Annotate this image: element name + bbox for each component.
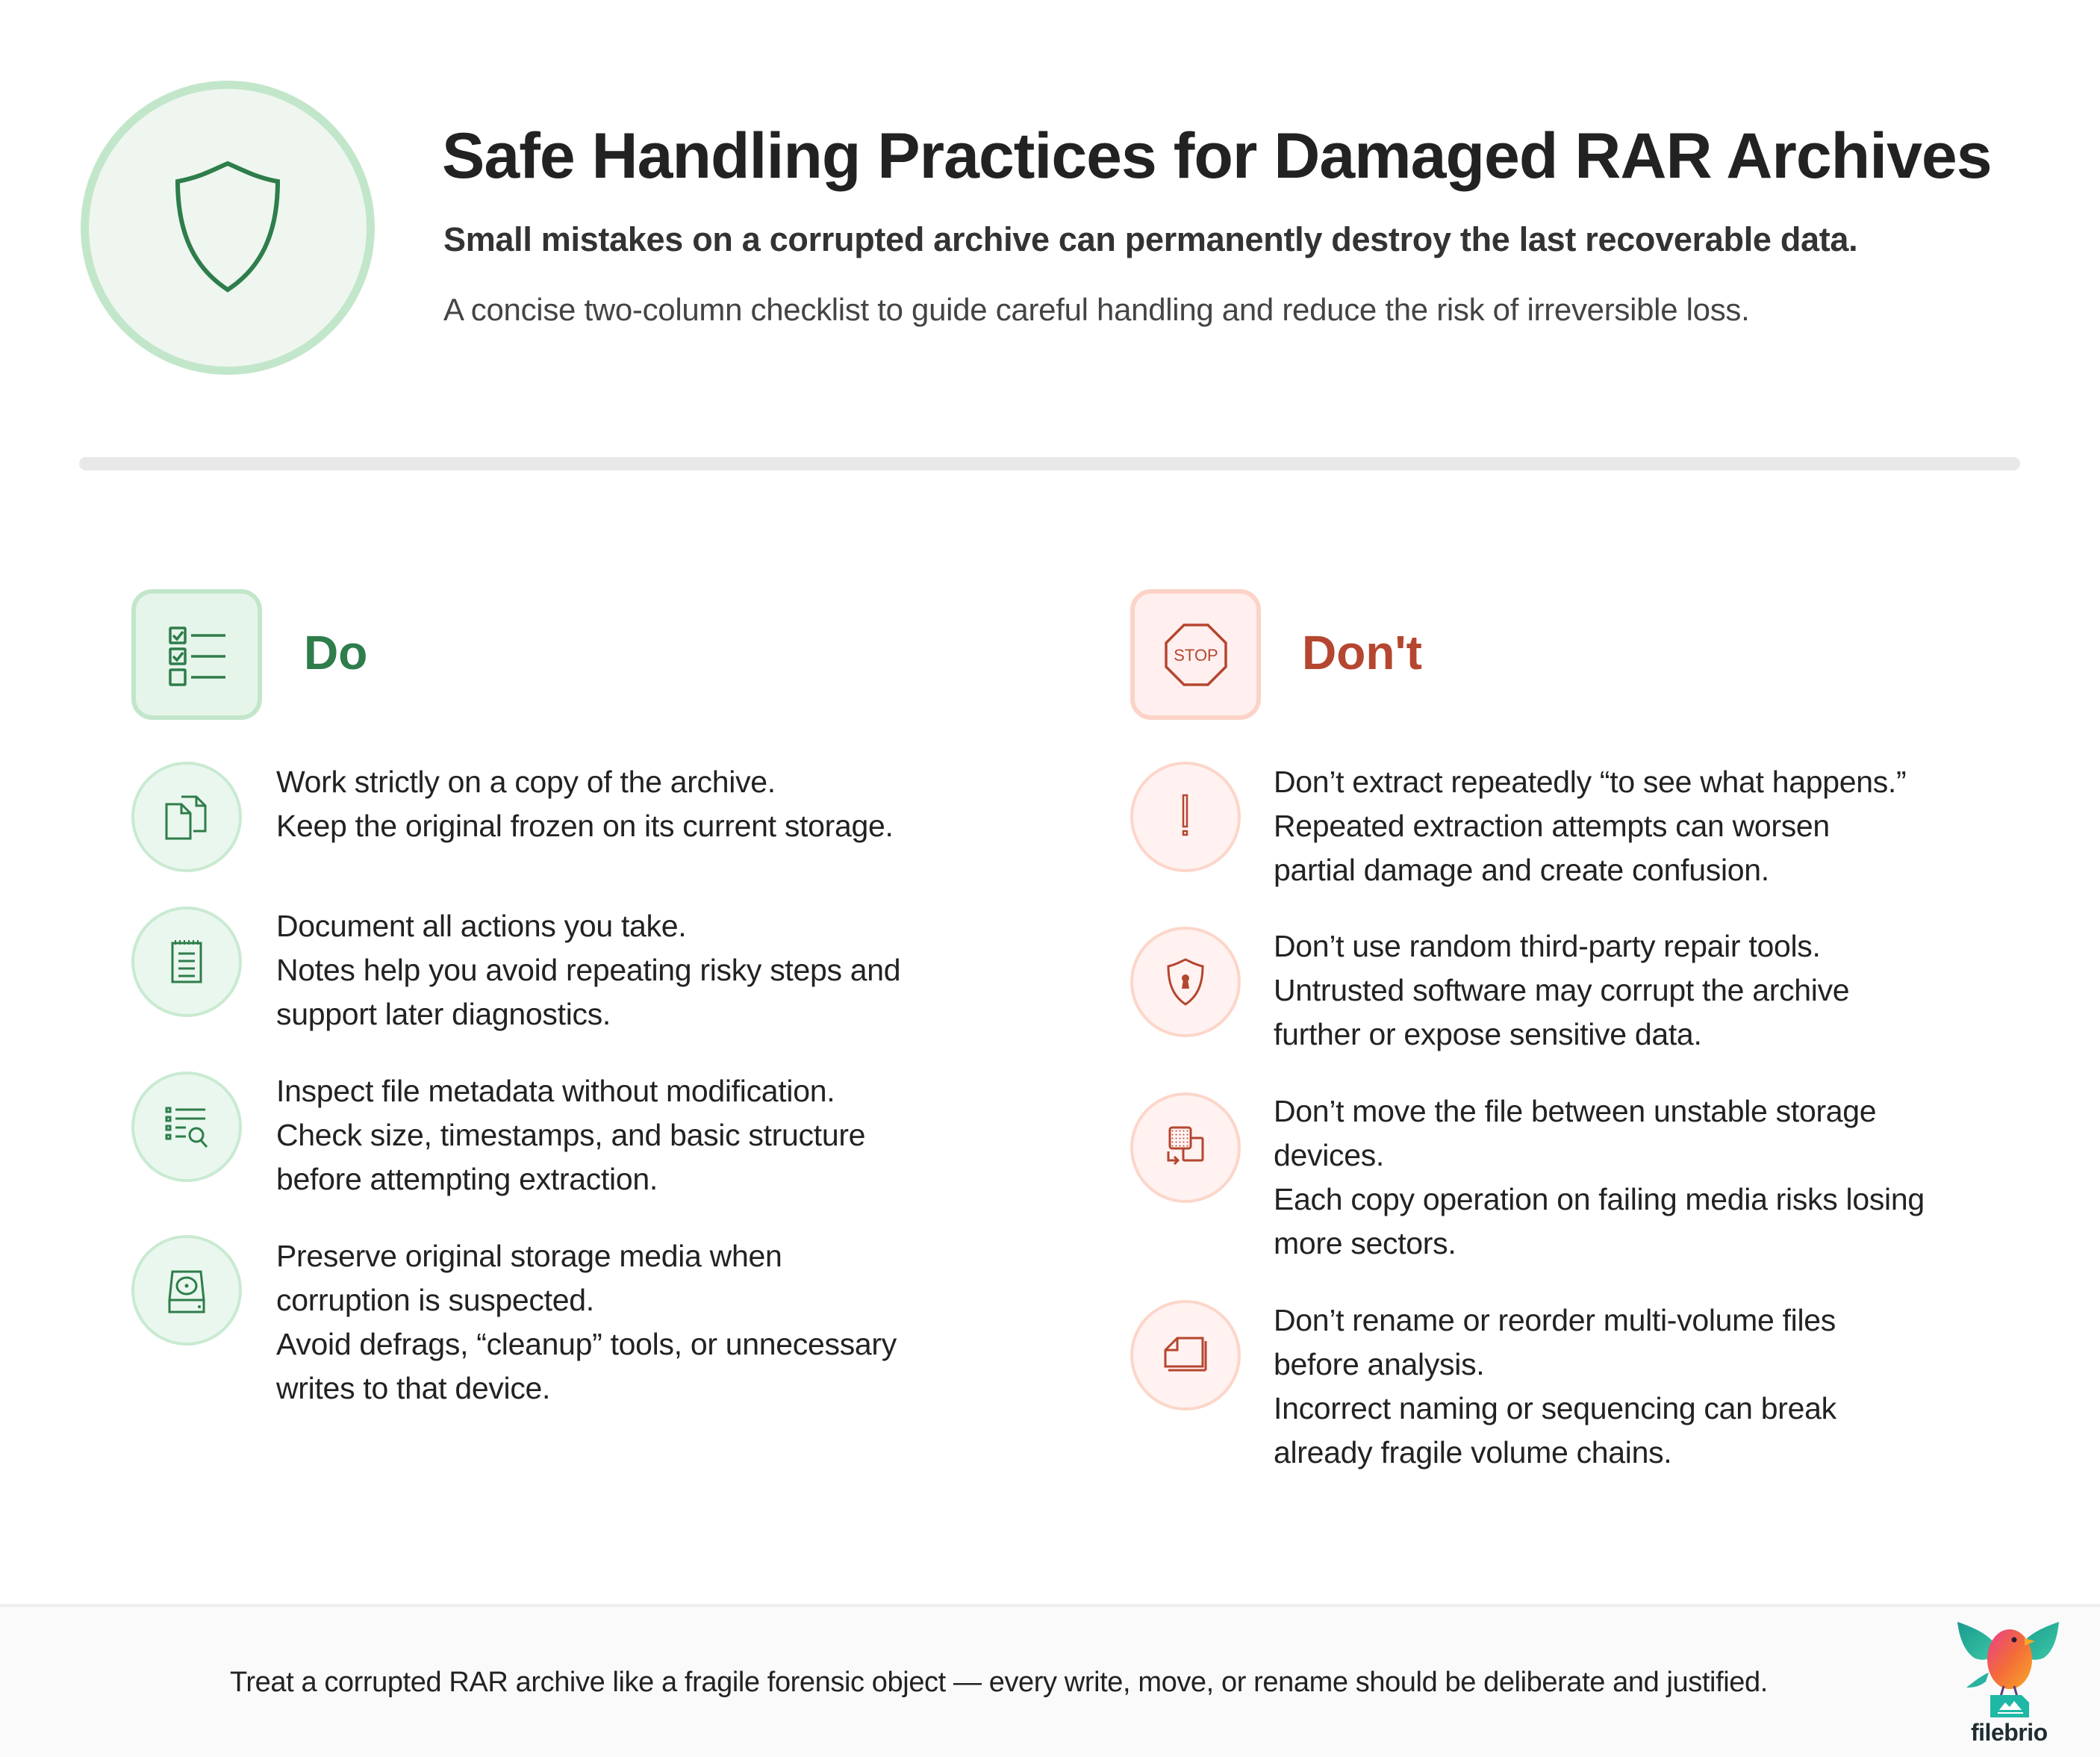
dont-section-title: Don't xyxy=(1302,626,1422,680)
notepad-icon xyxy=(161,936,213,988)
item-line: Incorrect naming or sequencing can break xyxy=(1274,1391,1836,1425)
item-line: Document all actions you take. xyxy=(276,909,687,943)
do-item-icon-circle xyxy=(131,907,242,1017)
page-subtitle: Small mistakes on a corrupted archive can permanently destroy the last recoverable data. xyxy=(443,220,1858,258)
dont-item-2 xyxy=(1274,924,1849,1057)
exclamation-icon xyxy=(1159,791,1212,843)
item-line: devices. xyxy=(1274,1138,1385,1172)
item-line: Don’t move the file between unstable storage xyxy=(1274,1094,1877,1128)
item-line: partial damage and create confusion. xyxy=(1274,853,1769,887)
item-line: Notes help you avoid repeating risky steps and xyxy=(276,953,901,987)
dont-item-4 xyxy=(1274,1299,1836,1475)
item-line: more sectors. xyxy=(1274,1226,1456,1260)
shield-lock-icon xyxy=(1159,956,1212,1008)
stacked-files-icon xyxy=(1159,1329,1212,1381)
dont-section-icon-box xyxy=(1130,589,1261,720)
logo-wordmark: filebrio xyxy=(1971,1719,2048,1746)
item-line: before attempting extraction. xyxy=(276,1162,658,1196)
shield-icon xyxy=(172,161,284,295)
do-item-icon-circle xyxy=(131,1235,242,1346)
do-item-4 xyxy=(276,1234,897,1411)
move-storage-icon xyxy=(1159,1122,1212,1174)
item-line: Don’t rename or reorder multi-volume files xyxy=(1274,1303,1836,1337)
header-divider xyxy=(79,457,2020,470)
item-line: Don’t extract repeatedly “to see what happens.” xyxy=(1274,765,1907,799)
item-line: Don’t use random third-party repair tools. xyxy=(1274,929,1821,963)
item-line: Avoid defrags, “cleanup” tools, or unnecessary xyxy=(276,1327,897,1361)
item-line: writes to that device. xyxy=(276,1371,551,1405)
item-line: Work strictly on a copy of the archive. xyxy=(276,765,776,799)
do-item-3 xyxy=(276,1069,865,1201)
dont-item-3 xyxy=(1274,1089,1925,1266)
item-line: Repeated extraction attempts can worsen xyxy=(1274,809,1830,843)
header-shield-badge xyxy=(81,81,375,375)
page-description: A concise two-column checklist to guide careful handling and reduce the risk of irreversible loss. xyxy=(443,292,1750,327)
item-line: Keep the original frozen on its current storage. xyxy=(276,809,894,843)
do-item-1 xyxy=(276,760,894,848)
checklist-icon xyxy=(160,618,234,692)
item-line: corruption is suspected. xyxy=(276,1283,594,1317)
stop-sign-icon xyxy=(1159,618,1233,692)
item-line: before analysis. xyxy=(1274,1347,1485,1381)
dont-item-icon-circle xyxy=(1130,1300,1241,1411)
do-section-title: Do xyxy=(304,626,368,680)
copy-files-icon xyxy=(161,791,213,843)
footer-text: Treat a corrupted RAR archive like a fragile forensic object — every write, move, or rename should be deliberate and justified. xyxy=(230,1667,1768,1698)
dont-item-icon-circle xyxy=(1130,927,1241,1037)
svg-text:STOP: STOP xyxy=(1173,645,1218,665)
item-line: support later diagnostics. xyxy=(276,997,611,1031)
item-line: Preserve original storage media when xyxy=(276,1239,782,1273)
item-line: Check size, timestamps, and basic structure xyxy=(276,1118,866,1152)
do-item-icon-circle xyxy=(131,762,242,872)
do-item-2 xyxy=(276,904,900,1036)
do-section-icon-box xyxy=(131,589,262,720)
item-line: further or expose sensitive data. xyxy=(1274,1017,1702,1051)
item-line: already fragile volume chains. xyxy=(1274,1435,1672,1470)
hard-drive-icon xyxy=(161,1264,213,1316)
dont-item-1 xyxy=(1274,760,1906,892)
item-line: Inspect file metadata without modification. xyxy=(276,1074,835,1108)
page-title: Safe Handling Practices for Damaged RAR Archives xyxy=(442,120,1992,192)
do-item-icon-circle xyxy=(131,1072,242,1182)
dont-item-icon-circle xyxy=(1130,1092,1241,1203)
item-line: Each copy operation on failing media risks losing xyxy=(1274,1182,1925,1216)
item-line: Untrusted software may corrupt the archive xyxy=(1274,973,1850,1007)
list-search-icon xyxy=(161,1101,213,1153)
dont-item-icon-circle xyxy=(1130,762,1241,872)
